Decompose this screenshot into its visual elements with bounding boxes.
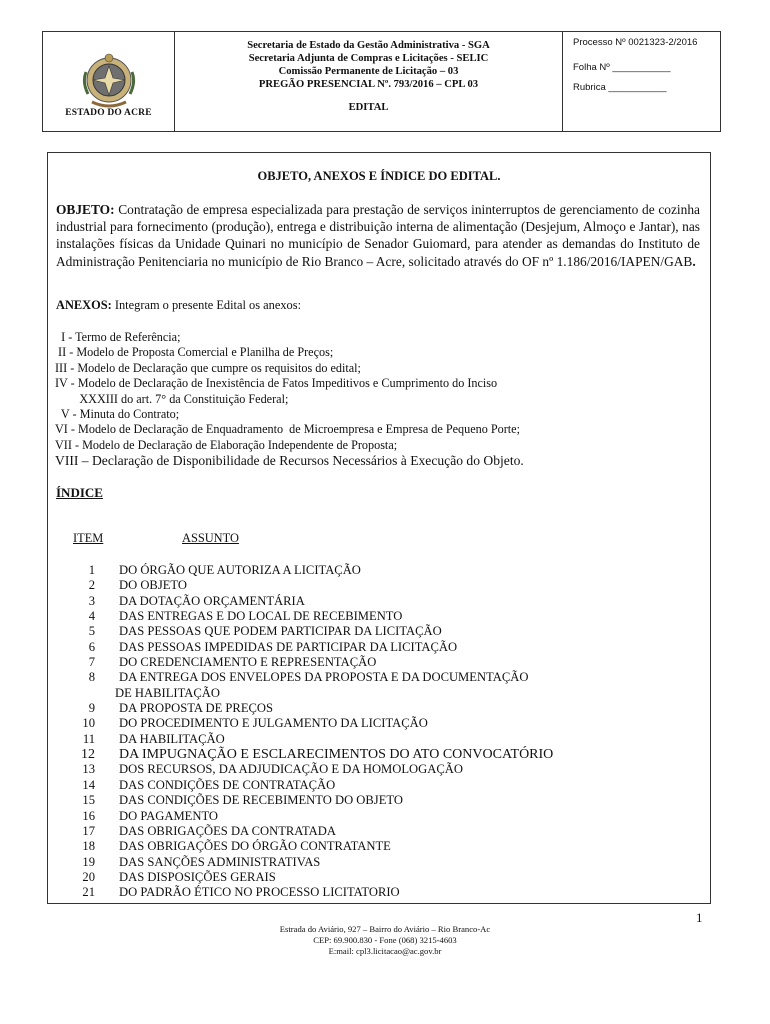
index-item-subject: DAS CONDIÇÕES DE RECEBIMENTO DO OBJETO bbox=[119, 793, 403, 808]
index-item-number: 17 bbox=[82, 823, 95, 838]
index-item-number: 8 bbox=[88, 670, 95, 685]
rubrica-field: Rubrica ___________ bbox=[573, 82, 667, 93]
index-item-subject: DAS OBRIGAÇÕES DA CONTRATADA bbox=[119, 823, 336, 838]
index-table bbox=[48, 563, 708, 901]
objeto-paragraph bbox=[56, 201, 700, 270]
index-row bbox=[48, 793, 708, 808]
header-line: Secretaria de Estado da Gestão Administrativa - SGA bbox=[247, 40, 490, 51]
header-line: PREGÃO PRESENCIAL Nº. 793/2016 – CPL 03 bbox=[258, 79, 479, 90]
index-item-subject: DAS SANÇÕES ADMINISTRATIVAS bbox=[119, 854, 321, 869]
index-item-subject: DA IMPUGNAÇÃO E ESCLARECIMENTOS DO ATO CONVOCATÓRIO bbox=[119, 747, 554, 763]
index-row bbox=[48, 870, 708, 885]
column-header-item: ITEM bbox=[73, 531, 104, 545]
index-item-number: 13 bbox=[82, 762, 95, 777]
index-row bbox=[48, 624, 708, 639]
index-item-number: 4 bbox=[88, 609, 95, 624]
header-logo-cell bbox=[43, 32, 175, 131]
index-item-subject: DAS PESSOAS QUE PODEM PARTICIPAR DA LICITAÇÃO bbox=[119, 624, 442, 639]
index-item-number: 16 bbox=[82, 808, 95, 823]
footer-email: E:mail: cpl3.licitacao@ac.gov.br bbox=[328, 946, 442, 956]
index-item-number: 1 bbox=[88, 563, 95, 577]
folha-field: Folha Nº ___________ bbox=[573, 62, 671, 73]
anexos-text: Integram o presente Edital os anexos: bbox=[111, 298, 302, 312]
index-item-number: 5 bbox=[88, 624, 95, 639]
page-footer bbox=[0, 924, 770, 957]
objeto-tail: . bbox=[692, 253, 696, 269]
index-item-subject: DAS ENTREGAS E DO LOCAL DE RECEBIMENTO bbox=[119, 609, 403, 624]
index-item-subject: DO CREDENCIAMENTO E REPRESENTAÇÃO bbox=[119, 655, 377, 670]
index-row bbox=[48, 609, 708, 624]
objeto-label: OBJETO: bbox=[56, 202, 115, 217]
anexo-item: III - Modelo de Declaração que cumpre os requisitos do edital; bbox=[55, 360, 361, 375]
index-row bbox=[48, 824, 708, 839]
index-item-subject: DA HABILITAÇÃO bbox=[119, 731, 225, 746]
column-header-assunto: ASSUNTO bbox=[182, 531, 239, 545]
index-row bbox=[48, 732, 708, 747]
anexo-item: II - Modelo de Proposta Comercial e Planilha de Preços; bbox=[55, 345, 334, 360]
index-item-subject: DO PROCEDIMENTO E JULGAMENTO DA LICITAÇÃO bbox=[119, 716, 428, 731]
index-row bbox=[48, 809, 708, 824]
anexo-item: VI - Modelo de Declaração de Enquadramento de Microempresa e Empresa de Pequeno Porte; bbox=[55, 422, 520, 437]
footer-address: Estrada do Aviário, 927 – Bairro do Aviário – Rio Branco-Ac bbox=[279, 924, 491, 934]
index-item-number: 12 bbox=[81, 747, 95, 763]
index-row bbox=[48, 670, 708, 701]
index-row bbox=[48, 701, 708, 716]
anexo-item: VIII – Declaração de Disponibilidade de Recursos Necessários à Execução do Objeto. bbox=[55, 453, 524, 469]
footer-cep: CEP: 69.900.830 - Fone (068) 3215-4603 bbox=[313, 935, 457, 945]
anexos-list bbox=[55, 330, 524, 469]
index-item-subject: DO OBJETO bbox=[119, 578, 187, 593]
index-item-subject: DOS RECURSOS, DA ADJUDICAÇÃO E DA HOMOLOGAÇÃO bbox=[119, 762, 463, 777]
index-item-subject bbox=[115, 670, 599, 701]
objeto-text: Contratação de empresa especializada para prestação de serviços ininterruptos de gerenciamento de cozinha industrial para fornecimento (produção), entrega e distribuição interna de alimentação (Desjejum, Almoço e Jantar), nas instalações físicas da Unidade Quinari no município de Senador Guiomard, para atender as demandas do Instituto de Administração Penitenciaria no município de Rio Branco – Acre, solicitado através do OF nº 1.186/2016/IAPEN/GAB bbox=[56, 202, 700, 269]
section-title: OBJETO, ANEXOS E ÍNDICE DO EDITAL. bbox=[257, 169, 501, 183]
index-row bbox=[48, 640, 708, 655]
anexo-item: XXXIII do art. 7° da Constituição Federal; bbox=[55, 391, 289, 406]
index-item-subject: DO ÓRGÃO QUE AUTORIZA A LICITAÇÃO bbox=[119, 563, 361, 577]
index-row bbox=[48, 655, 708, 670]
index-item-number: 9 bbox=[88, 701, 95, 716]
index-item-subject: DAS DISPOSIÇÕES GERAIS bbox=[119, 869, 276, 884]
index-row bbox=[48, 839, 708, 854]
index-item-number: 20 bbox=[82, 869, 95, 884]
index-row bbox=[48, 778, 708, 793]
index-row bbox=[48, 594, 708, 609]
anexo-item: V - Minuta do Contrato; bbox=[55, 407, 180, 422]
header-line: Secretaria Adjunta de Compras e Licitações - SELIC bbox=[248, 53, 489, 64]
page-number: 1 bbox=[696, 910, 703, 925]
index-item-subject: DAS OBRIGAÇÕES DO ÓRGÃO CONTRATANTE bbox=[119, 839, 391, 854]
index-row bbox=[48, 762, 708, 777]
index-item-subject: DAS PESSOAS IMPEDIDAS DE PARTICIPAR DA LICITAÇÃO bbox=[119, 639, 458, 654]
header-titles bbox=[175, 32, 563, 131]
coat-of-arms-icon bbox=[78, 50, 140, 112]
indice-heading: ÍNDICE bbox=[56, 485, 103, 500]
anexos-label: ANEXOS: bbox=[56, 298, 112, 312]
document-header bbox=[42, 31, 721, 132]
index-item-number: 7 bbox=[88, 655, 95, 670]
index-subject-line: DA ENTREGA DOS ENVELOPES DA PROPOSTA E DA DOCUMENTAÇÃO bbox=[119, 670, 529, 685]
index-item-number: 6 bbox=[88, 639, 95, 654]
header-process-info bbox=[563, 32, 720, 131]
index-row bbox=[48, 885, 708, 900]
header-line: Comissão Permanente de Licitação – 03 bbox=[278, 66, 459, 77]
index-item-subject: DA PROPOSTA DE PREÇOS bbox=[119, 701, 274, 716]
anexos-heading bbox=[56, 298, 301, 313]
index-item-number: 2 bbox=[88, 578, 95, 593]
processo-number: Processo Nº 0021323-2/2016 bbox=[573, 37, 698, 48]
index-item-number: 18 bbox=[82, 839, 95, 854]
estado-label: ESTADO DO ACRE bbox=[65, 108, 152, 118]
index-item-subject: DO PADRÃO ÉTICO NO PROCESSO LICITATORIO bbox=[119, 885, 400, 900]
index-item-number: 3 bbox=[88, 593, 95, 608]
index-row bbox=[48, 855, 708, 870]
index-item-number: 11 bbox=[82, 731, 95, 746]
index-item-number: 10 bbox=[82, 716, 95, 731]
index-item-subject: DAS CONDIÇÕES DE CONTRATAÇÃO bbox=[119, 777, 336, 792]
anexo-item: I - Termo de Referência; bbox=[55, 330, 181, 344]
index-item-subject: DA DOTAÇÃO ORÇAMENTÁRIA bbox=[119, 593, 305, 608]
index-item-number: 19 bbox=[82, 854, 95, 869]
index-row bbox=[48, 747, 708, 762]
anexo-item: VII - Modelo de Declaração de Elaboração Independente de Proposta; bbox=[55, 437, 398, 452]
index-item-number: 14 bbox=[82, 777, 95, 792]
anexo-item: IV - Modelo de Declaração de Inexistência de Fatos Impeditivos e Cumprimento do Inciso bbox=[55, 376, 498, 391]
index-item-number: 15 bbox=[82, 793, 95, 808]
edital-label: EDITAL bbox=[348, 102, 389, 113]
index-subject-line: DE HABILITAÇÃO bbox=[115, 685, 220, 700]
index-item-subject: DO PAGAMENTO bbox=[119, 808, 219, 823]
index-row bbox=[48, 563, 708, 578]
index-item-number: 21 bbox=[82, 885, 95, 900]
index-row bbox=[48, 716, 708, 731]
content-box bbox=[47, 152, 711, 904]
index-row bbox=[48, 578, 708, 593]
